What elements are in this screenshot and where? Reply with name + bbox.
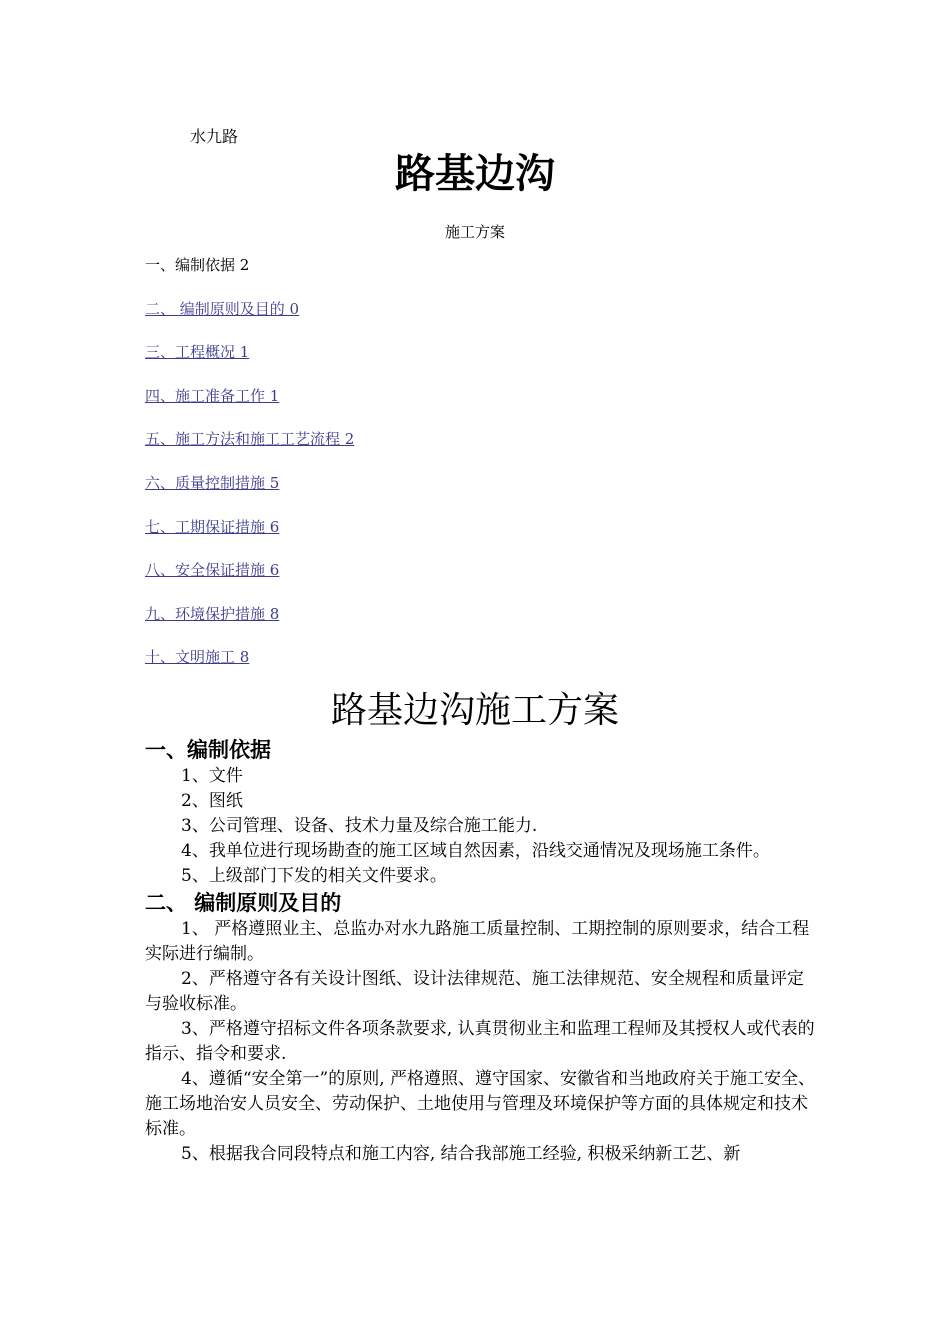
paragraph: 4、遵循“安全第一”的原则, 严格遵照、遵守国家、安徽省和当地政府关于施工安全、施工场地治安人员安全、劳动保护、土地使用与管理及环境保护等方面的具体规定和技术标准。: [145, 1069, 816, 1139]
toc-item-2[interactable]: [145, 298, 354, 342]
section-heading: 一、编制依据: [145, 738, 271, 762]
toc-link[interactable]: 七、工期保证措施 6: [145, 517, 280, 536]
toc-item-5[interactable]: [145, 428, 354, 472]
section-heading: 二、 编制原则及目的: [145, 891, 342, 915]
paragraph: 5、根据我合同段特点和施工内容, 结合我部施工经验, 积极采纳新工艺、新: [181, 1144, 741, 1164]
toc-entry-label: 一、编制依据 2: [145, 256, 250, 274]
paragraph: 2、严格遵守各有关设计图纸、设计法律规范、施工法律规范、安全规程和质量评定与验收标准。: [145, 969, 804, 1014]
toc-item-4[interactable]: [145, 385, 354, 429]
paragraph: 2、图纸: [181, 791, 243, 811]
paragraph: 1、文件: [181, 766, 243, 786]
cover-prefix: 水九路: [190, 127, 239, 146]
toc-item-3[interactable]: [145, 341, 354, 385]
toc-link[interactable]: 五、施工方法和施工工艺流程 2: [145, 430, 355, 449]
paragraph: 1、 严格遵照业主、总监办对水九路施工质量控制、工期控制的原则要求，结合工程实际进行编制。: [145, 919, 810, 964]
toc-link[interactable]: 四、施工准备工作 1: [145, 386, 280, 405]
toc-item-8[interactable]: [145, 559, 354, 603]
paragraph: 4、我单位进行现场勘查的施工区域自然因素，沿线交通情况及现场施工条件。: [181, 841, 770, 861]
toc-item-7[interactable]: [145, 516, 354, 560]
paragraph: 5、上级部门下发的相关文件要求。: [181, 866, 447, 886]
toc-link[interactable]: 六、质量控制措施 5: [145, 473, 280, 492]
paragraph: 3、公司管理、设备、技术力量及综合施工能力.: [181, 816, 538, 836]
toc-item-10[interactable]: [145, 646, 354, 690]
toc-item-1: [145, 254, 354, 298]
document-body: [145, 736, 817, 1167]
toc-item-9[interactable]: [145, 603, 354, 647]
toc-link[interactable]: 二、 编制原则及目的 0: [145, 299, 300, 318]
toc-link[interactable]: 十、文明施工 8: [145, 648, 250, 667]
toc-link[interactable]: 三、工程概况 1: [145, 343, 250, 362]
paragraph: 3、严格遵守招标文件各项条款要求, 认真贯彻业主和监理工程师及其授权人或代表的指示、指令和要求.: [145, 1019, 815, 1064]
document-title: 路基边沟施工方案: [330, 690, 619, 731]
table-of-contents: [145, 254, 354, 690]
cover-title: 路基边沟: [395, 151, 555, 197]
toc-link[interactable]: 八、安全保证措施 6: [145, 561, 280, 580]
cover-subtitle: 施工方案: [444, 223, 505, 241]
toc-link[interactable]: 九、环境保护措施 8: [145, 604, 280, 623]
toc-item-6[interactable]: [145, 472, 354, 516]
